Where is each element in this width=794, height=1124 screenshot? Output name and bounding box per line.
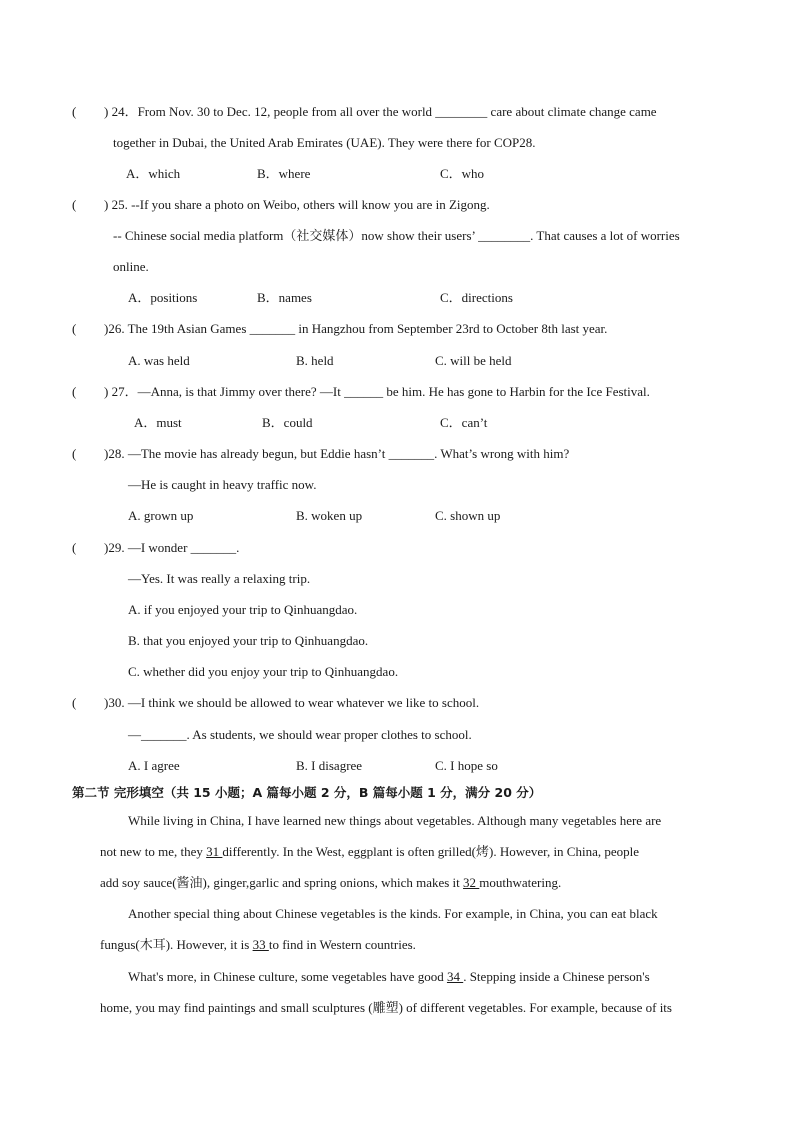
question-28-option-c: C. shown up	[435, 508, 501, 523]
question-24-option-c: C．who	[440, 166, 485, 181]
question-29-option-c: C. whether did you enjoy your trip to Qinhuangdao.	[128, 664, 399, 679]
question-30-option-c: C. I hope so	[435, 758, 498, 773]
answer-paren-29: (	[72, 540, 77, 555]
question-29-option-b: B. that you enjoyed your trip to Qinhuangdao.	[128, 633, 369, 648]
question-29-stem: )29. —I wonder _______.	[104, 540, 240, 555]
answer-paren-26: (	[72, 321, 77, 336]
question-28-stem-cont: —He is caught in heavy traffic now.	[128, 477, 317, 492]
question-27-option-a: A．must	[134, 415, 182, 430]
passage-p1-line3	[100, 875, 561, 891]
passage-p3-line1-b: . Stepping inside a Chinese person's	[463, 969, 650, 984]
question-30-option-b: B. I disagree	[296, 758, 363, 773]
passage-p2-line2	[100, 937, 416, 953]
question-25-option-b: B．names	[257, 290, 312, 305]
question-27-option-b: B．could	[262, 415, 313, 430]
question-27-stem: ) 27．—Anna, is that Jimmy over there? —It ______ be him. He has gone to Harbin for the Ice Festival.	[104, 384, 650, 399]
passage-p1-line2	[100, 844, 639, 860]
answer-paren-30: (	[72, 695, 77, 710]
question-30-stem-cont: —_______. As students, we should wear proper clothes to school.	[128, 727, 472, 742]
question-25-option-c: C．directions	[440, 290, 513, 305]
question-28-option-b: B. woken up	[296, 508, 363, 523]
question-26-option-c: C. will be held	[435, 353, 512, 368]
blank-34: 34	[446, 969, 464, 984]
passage-p1-line3-b: mouthwatering.	[479, 875, 562, 890]
passage-p1-line1: While living in China, I have learned new things about vegetables. Although many vegetables here are	[128, 813, 662, 828]
passage-p1-line2-a: not new to me, they	[100, 844, 207, 859]
question-26-stem: )26. The 19th Asian Games _______ in Hangzhou from September 23rd to October 8th last year.	[104, 321, 608, 336]
question-30-stem: )30. —I think we should be allowed to wear whatever we like to school.	[104, 695, 480, 710]
blank-31: 31	[206, 844, 223, 859]
passage-p1-line2-b: differently. In the West, eggplant is often grilled(烤). However, in China, people	[222, 844, 640, 859]
answer-paren-24: (	[72, 104, 77, 119]
passage-p3-line2: home, you may find paintings and small sculptures (雕塑) of different vegetables. For example, because of its	[100, 1000, 672, 1015]
passage-p2-line2-a: fungus(木耳). However, it is	[100, 937, 253, 952]
question-26-option-b: B. held	[296, 353, 334, 368]
question-25-option-a: A．positions	[128, 290, 198, 305]
question-29-stem-cont: —Yes. It was really a relaxing trip.	[128, 571, 311, 586]
question-28-stem: )28. —The movie has already begun, but Eddie hasn’t _______. What’s wrong with him?	[104, 446, 570, 461]
question-24-stem-cont: together in Dubai, the United Arab Emirates (UAE). They were there for COP28.	[113, 135, 536, 150]
question-24-stem: ) 24．From Nov. 30 to Dec. 12, people from all over the world ________ care about climate change came	[104, 104, 657, 119]
passage-p1-line3-a: add soy sauce(酱油), ginger,garlic and spring onions, which makes it	[100, 875, 464, 890]
passage-p2-line2-b: to find in Western countries.	[268, 937, 416, 952]
section-heading: 第二节 完形填空（共 15 小题；A 篇每小题 2 分，B 篇每小题 1 分，满分 20 分）	[72, 785, 542, 800]
question-24-option-b: B．where	[257, 166, 311, 181]
question-27-option-c: C．can’t	[440, 415, 488, 430]
question-25-stem: ) 25. --If you share a photo on Weibo, others will know you are in Zigong.	[104, 197, 490, 212]
question-25-stem-cont-1: -- Chinese social media platform（社交媒体）now show their users’ ________. That causes a lot of worries	[113, 228, 680, 243]
question-29-option-a: A. if you enjoyed your trip to Qinhuangdao.	[128, 602, 358, 617]
passage-p2-line1: Another special thing about Chinese vegetables is the kinds. For example, in China, you can eat black	[128, 906, 658, 921]
answer-paren-27: (	[72, 384, 77, 399]
question-30-option-a: A. I agree	[128, 758, 180, 773]
question-24-option-a: A．which	[126, 166, 181, 181]
answer-paren-25: (	[72, 197, 77, 212]
question-25-stem-cont-2: online.	[113, 259, 149, 274]
passage-p3-line1-a: What's more, in Chinese culture, some vegetables have good	[128, 969, 447, 984]
blank-33: 33	[252, 937, 269, 952]
answer-paren-28: (	[72, 446, 77, 461]
blank-32: 32	[463, 875, 480, 890]
question-26-option-a: A. was held	[128, 353, 190, 368]
question-28-option-a: A. grown up	[128, 508, 194, 523]
passage-p3-line1	[128, 969, 650, 985]
